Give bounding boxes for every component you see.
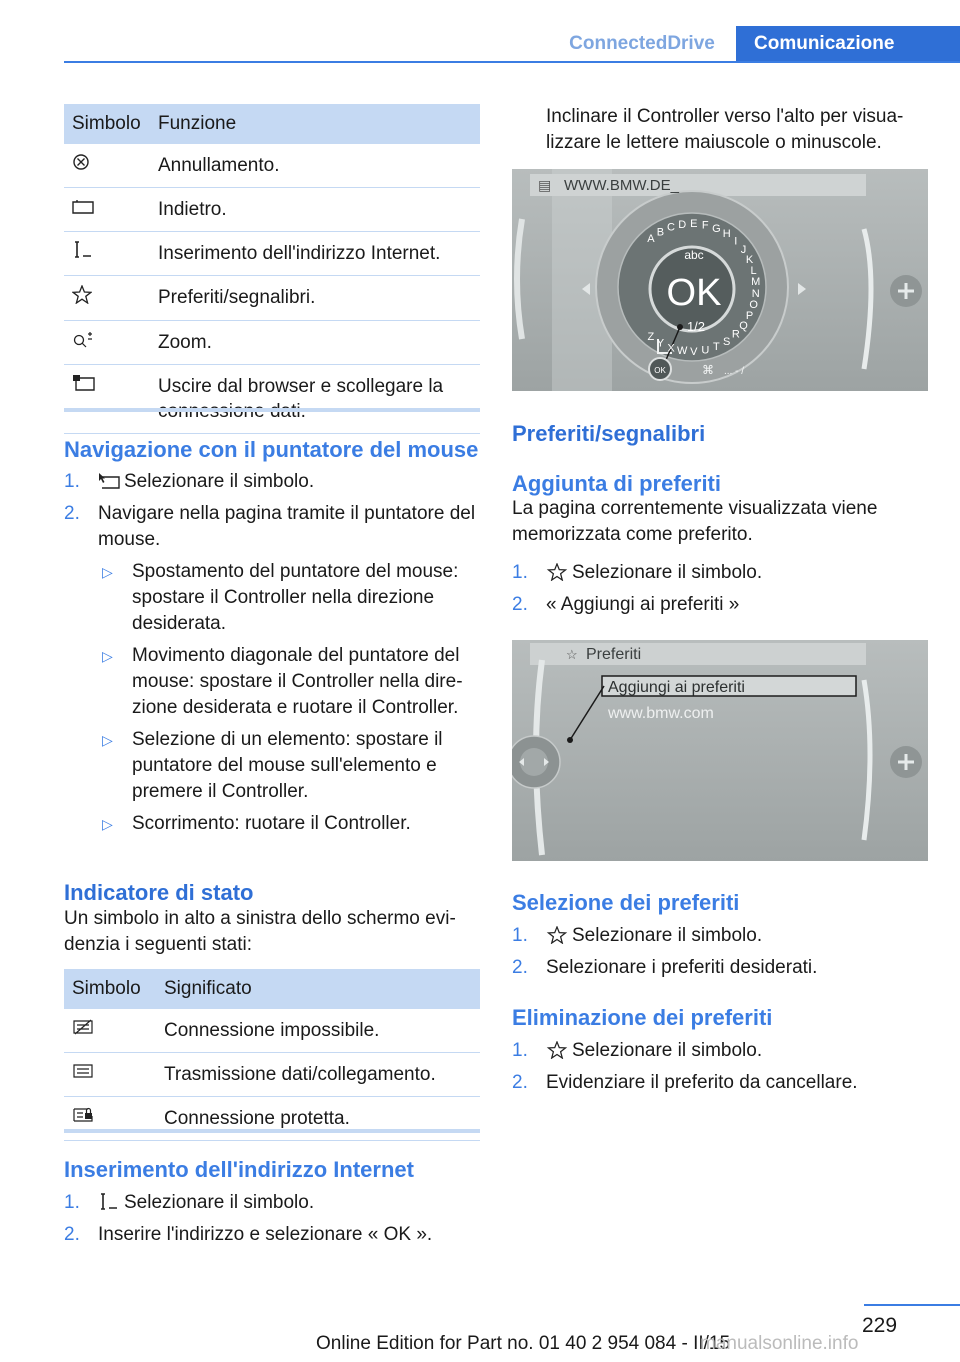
letter-key[interactable]: Z <box>647 331 655 343</box>
letter-key[interactable]: R <box>731 328 740 341</box>
tilt-intro: Inclinare il Controller verso l'alto per visua‐ lizzare le lettere maiuscole o minuscole. <box>546 106 904 153</box>
letter-key[interactable]: E <box>690 218 698 230</box>
url-field[interactable]: WWW.BMW.DE_ <box>564 177 679 194</box>
list-item: 1. Selezionare il simbolo. <box>512 562 763 583</box>
mic-icon: ⌘ <box>702 363 714 377</box>
no-connection-icon <box>72 1018 94 1036</box>
list-item: 1. Selezionare il simbolo. <box>64 471 315 492</box>
table-row <box>64 365 480 434</box>
letter-key[interactable]: P <box>745 310 754 323</box>
table-row <box>64 1053 480 1097</box>
list-item: 1. Selezionare il simbolo. <box>512 925 763 946</box>
bullet-item: ▷ Movimento diagonale del puntatore del mouse: spostare il Controller nella dire‐ zione desiderata e ruotare il Controller. <box>102 645 463 718</box>
secure-connection-icon <box>72 1106 94 1124</box>
letter-key[interactable]: L <box>750 264 757 277</box>
chapter-tab[interactable]: Comunicazione <box>736 26 960 61</box>
header-rule <box>64 61 960 63</box>
section-heading: Preferiti/segnalibri <box>512 421 706 446</box>
list-item: 2. Selezionare i preferiti desiderati. <box>512 957 818 978</box>
list-item: 2. « Aggiungi ai preferiti » <box>512 594 740 615</box>
favorites-icon: ☆ <box>566 647 578 662</box>
letter-key[interactable]: Q <box>739 320 748 332</box>
letter-key[interactable]: K <box>745 253 754 266</box>
list-item: 1. Selezionare il simbolo. <box>64 1192 315 1213</box>
table-row <box>64 276 480 321</box>
row-text: Connessione protetta. <box>156 1097 480 1141</box>
ok-button[interactable]: OK <box>666 272 722 314</box>
edition-note: Online Edition for Part no. 01 40 2 954 084 - II/15 <box>316 1333 731 1354</box>
section-heading: Inserimento dell'indirizzo Internet <box>64 1157 414 1182</box>
letter-key[interactable]: X <box>667 342 675 355</box>
letter-key[interactable]: G <box>712 222 721 235</box>
favorites-section <box>512 421 928 618</box>
footer-rule <box>864 1304 960 1306</box>
row-text: Trasmissione dati/collegamento. <box>156 1053 480 1097</box>
letter-key[interactable]: F <box>701 219 709 232</box>
url-input-section <box>64 1157 480 1248</box>
more-chars-icon: ... - / <box>724 366 744 377</box>
table-end-rule <box>64 408 480 412</box>
letter-key[interactable]: Y <box>656 337 665 350</box>
cancel-icon <box>72 153 90 171</box>
row-text: Inserimento dell'indirizzo Internet. <box>150 232 480 276</box>
star-icon <box>546 563 568 581</box>
page-indicator: 1/2 <box>686 319 706 334</box>
bullet-item: ▷ Scorrimento: ruotare il Controller. <box>102 813 411 834</box>
page-number: 229 <box>862 1314 898 1337</box>
letter-key[interactable]: T <box>713 341 720 354</box>
url-item[interactable]: www.bmw.com <box>608 705 714 722</box>
list-item: 1. Selezionare il simbolo. <box>512 1040 763 1061</box>
row-text: Connessione impossibile. <box>156 1009 480 1053</box>
col-header-function: Funzione <box>150 104 480 144</box>
letter-key[interactable]: U <box>701 344 710 357</box>
screen-title: Preferiti <box>586 646 642 663</box>
sub-heading: Selezione dei preferiti <box>512 890 740 915</box>
row-text: Zoom. <box>150 321 480 365</box>
letter-key[interactable]: W <box>677 345 688 358</box>
abc-label: abc <box>684 248 704 262</box>
letter-key[interactable]: M <box>751 276 761 289</box>
select-favorites-section <box>512 890 928 981</box>
url-input-icon <box>72 241 94 259</box>
row-text: Indietro. <box>150 188 480 232</box>
sub-heading: Eliminazione dei preferiti <box>512 1005 773 1030</box>
row-text: Preferiti/segnalibri. <box>150 276 480 321</box>
letter-key[interactable]: V <box>690 346 698 358</box>
function-table <box>64 104 480 434</box>
zoom-icon <box>72 330 94 348</box>
star-icon <box>546 1041 568 1059</box>
col-header-symbol: Simbolo <box>64 104 150 144</box>
letter-key[interactable]: C <box>667 221 675 234</box>
status-intro: Un simbolo in alto a sinistra dello schermo evi‐ denzia i seguenti stati: <box>64 908 456 955</box>
table-end-rule <box>64 1129 480 1133</box>
add-text: La pagina correntemente visualizzata viene memorizzata come preferito. <box>512 498 878 545</box>
speller-screenshot <box>512 169 928 391</box>
mouse-pointer-icon <box>98 472 120 490</box>
star-icon <box>546 926 568 944</box>
letter-key[interactable]: D <box>678 218 687 231</box>
table-row <box>64 232 480 276</box>
list-item: 2. Navigare nella pagina tramite il puntatore del mouse. <box>64 503 476 550</box>
back-icon <box>72 199 94 215</box>
letter-key[interactable]: S <box>723 335 731 348</box>
favorites-screenshot <box>512 640 928 861</box>
table-row <box>64 321 480 365</box>
exit-browser-icon <box>72 374 96 392</box>
ok-small-label: OK <box>654 366 666 375</box>
list-item: 2. Evidenziare il preferito da cancellare. <box>512 1072 858 1093</box>
section-heading: Navigazione con il puntatore del mouse <box>64 437 479 462</box>
letter-key[interactable]: A <box>647 233 655 245</box>
favorites-screen <box>512 640 928 861</box>
letter-key[interactable]: B <box>656 226 665 239</box>
bullet-item: ▷ Spostamento del puntatore del mouse: spostare il Controller nella direzione desiderata. <box>102 561 459 634</box>
table-row <box>64 1009 480 1053</box>
col-header-meaning: Significato <box>156 969 480 1009</box>
letter-key[interactable]: J <box>740 244 747 256</box>
sub-heading: Aggiunta di preferiti <box>512 471 721 496</box>
add-favorite-item[interactable]: Aggiungi ai preferiti <box>608 679 745 696</box>
bullet-item: ▷ Selezione di un elemento: spostare il puntatore del mouse sull'elemento e premere il Controller. <box>102 729 443 802</box>
table-row <box>64 144 480 188</box>
list-item: 2. Inserire l'indirizzo e selezionare « OK ». <box>64 1224 433 1245</box>
section-heading: Indicatore di stato <box>64 880 254 905</box>
letter-key[interactable]: O <box>749 299 758 312</box>
status-table <box>64 969 480 1141</box>
letter-key[interactable]: N <box>751 287 760 300</box>
letter-key[interactable]: H <box>722 228 731 241</box>
nav-mouse-section <box>64 437 480 837</box>
globe-icon: ▤ <box>538 177 552 193</box>
letter-key[interactable]: I <box>734 235 738 248</box>
page-header <box>0 0 960 62</box>
speller-screen <box>512 169 928 391</box>
url-input-icon <box>98 1193 120 1211</box>
star-icon <box>72 285 92 304</box>
row-text: Annullamento. <box>150 144 480 188</box>
col-header-symbol: Simbolo <box>64 969 156 1009</box>
status-section <box>64 880 480 958</box>
row-text: Uscire dal browser e scollegare la <box>150 365 480 434</box>
table-row <box>64 1097 480 1141</box>
delete-favorites-section <box>512 1005 928 1096</box>
section-tab[interactable]: ConnectedDrive <box>569 33 715 54</box>
table-row <box>64 188 480 232</box>
data-transfer-icon <box>72 1062 94 1080</box>
watermark: manualsonline.info <box>700 1333 859 1354</box>
